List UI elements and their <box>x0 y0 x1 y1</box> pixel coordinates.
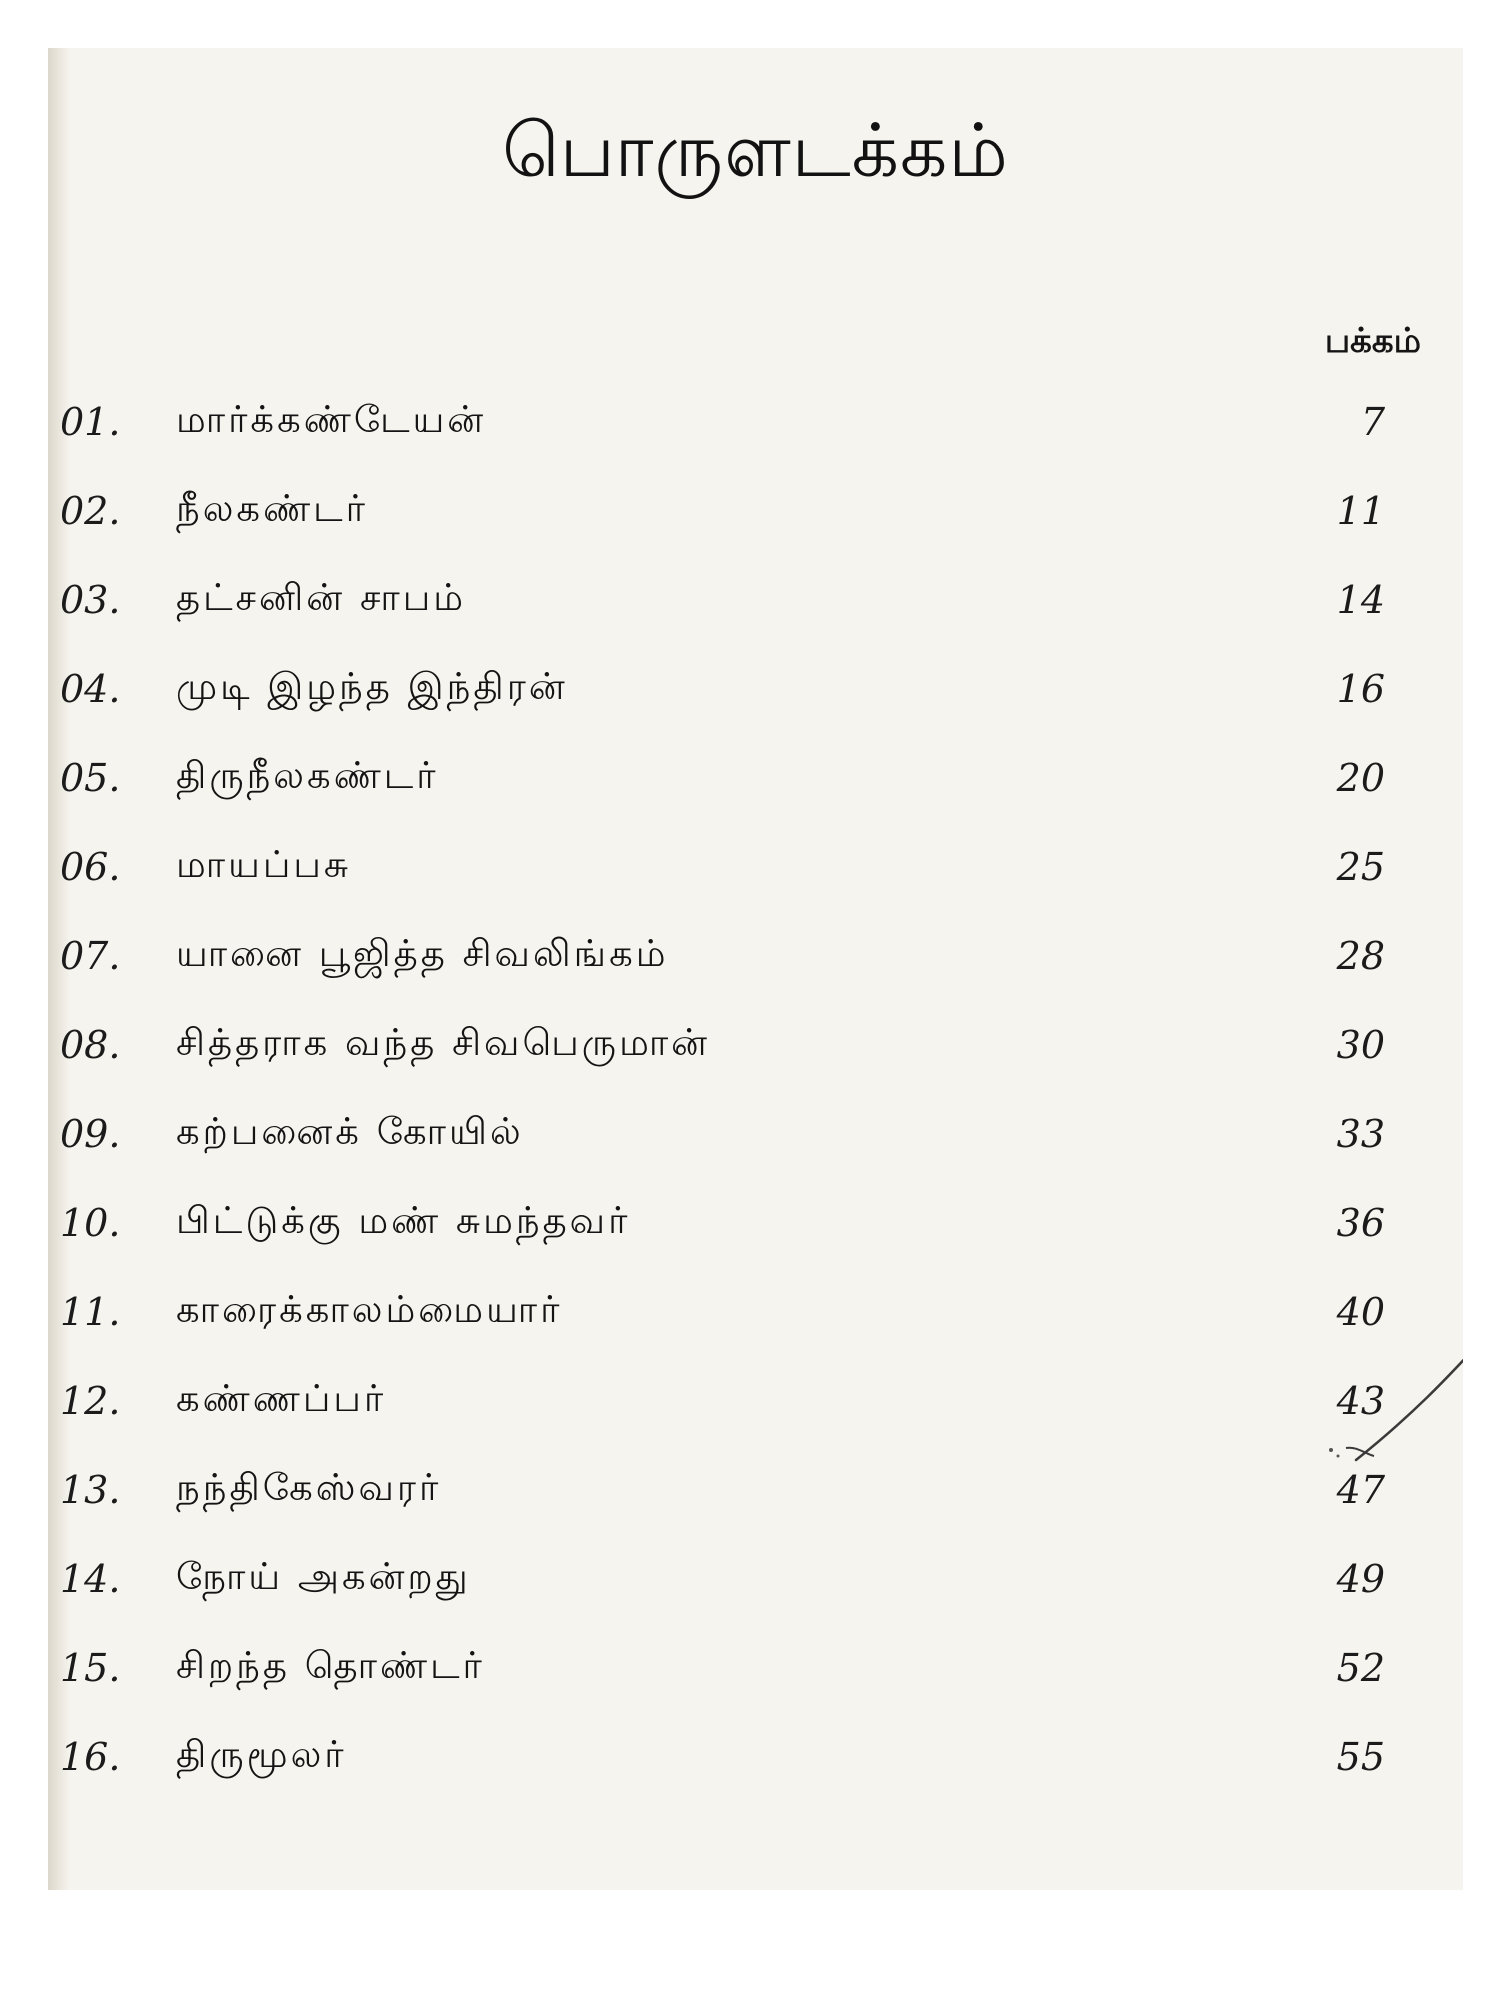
toc-entry <box>48 390 1463 470</box>
entry-title: சிறந்த தொண்டர் <box>176 1644 485 1687</box>
entry-title: யானை பூஜித்த சிவலிங்கம் <box>176 932 669 975</box>
entry-number: 11. <box>60 1290 121 1334</box>
toc-entry <box>48 1458 1463 1538</box>
entry-title: கண்ணப்பர் <box>176 1377 387 1420</box>
entry-number: 05. <box>60 756 121 800</box>
entry-page: 40 <box>1336 1290 1385 1334</box>
entry-number: 14. <box>60 1557 121 1601</box>
toc-entry <box>48 1280 1463 1360</box>
entry-number: 15. <box>60 1646 121 1690</box>
entry-title: திருமூலர் <box>176 1733 347 1776</box>
entry-title: நந்திகேஸ்வரர் <box>176 1466 442 1509</box>
entry-title: காரைக்காலம்மையார் <box>176 1288 563 1331</box>
entry-number: 12. <box>60 1379 121 1423</box>
toc-entry <box>48 1725 1463 1805</box>
entry-page: 52 <box>1336 1646 1385 1690</box>
entry-number: 13. <box>60 1468 121 1512</box>
book-page <box>48 48 1463 1890</box>
entry-title: தட்சனின் சாபம் <box>176 576 467 619</box>
entry-page: 55 <box>1336 1735 1385 1779</box>
pencil-mark <box>1286 1328 1463 1478</box>
toc-entry <box>48 835 1463 915</box>
toc-entry <box>48 479 1463 559</box>
toc-entry <box>48 1636 1463 1716</box>
entry-number: 03. <box>60 578 121 622</box>
page-title: பொருளடக்கம் <box>502 108 1009 194</box>
entry-page: 14 <box>1336 578 1385 622</box>
toc-entry <box>48 746 1463 826</box>
entry-title: முடி இழந்த இந்திரன் <box>176 665 568 708</box>
entry-page: 49 <box>1336 1557 1385 1601</box>
entry-number: 16. <box>60 1735 121 1779</box>
entry-number: 04. <box>60 667 121 711</box>
toc-entry <box>48 1547 1463 1627</box>
entry-title: மாயப்பசு <box>176 843 352 886</box>
entry-number: 01. <box>60 400 121 444</box>
entry-title: நோய் அகன்றது <box>176 1555 471 1598</box>
entry-title: மார்க்கண்டேயன் <box>176 398 487 441</box>
toc-entry <box>48 1102 1463 1182</box>
entry-page: 25 <box>1336 845 1385 889</box>
entry-page: 36 <box>1336 1201 1385 1245</box>
entry-number: 10. <box>60 1201 121 1245</box>
entry-page: 30 <box>1336 1023 1385 1067</box>
entry-page: 43 <box>1336 1379 1385 1423</box>
entry-number: 02. <box>60 489 121 533</box>
toc-entry <box>48 1369 1463 1449</box>
entry-page: 16 <box>1336 667 1385 711</box>
entry-page: 28 <box>1336 934 1385 978</box>
entry-title: சித்தராக வந்த சிவபெருமான் <box>176 1021 711 1064</box>
toc-entry <box>48 568 1463 648</box>
toc-entry <box>48 924 1463 1004</box>
entry-title: நீலகண்டர் <box>176 487 368 530</box>
entry-page: 20 <box>1336 756 1385 800</box>
entry-number: 06. <box>60 845 121 889</box>
entry-page: 11 <box>1336 489 1385 533</box>
entry-page: 7 <box>1360 400 1385 444</box>
page-column-header: பக்கம் <box>1324 321 1421 361</box>
toc-entry <box>48 1013 1463 1093</box>
entry-page: 47 <box>1336 1468 1385 1512</box>
entry-number: 08. <box>60 1023 121 1067</box>
entry-title: பிட்டுக்கு மண் சுமந்தவர் <box>176 1199 631 1242</box>
toc-entry <box>48 657 1463 737</box>
entry-number: 09. <box>60 1112 121 1156</box>
entry-number: 07. <box>60 934 121 978</box>
entry-title: திருநீலகண்டர் <box>176 754 439 797</box>
toc-entry <box>48 1191 1463 1271</box>
entry-page: 33 <box>1336 1112 1385 1156</box>
entry-title: கற்பனைக் கோயில் <box>176 1110 524 1153</box>
